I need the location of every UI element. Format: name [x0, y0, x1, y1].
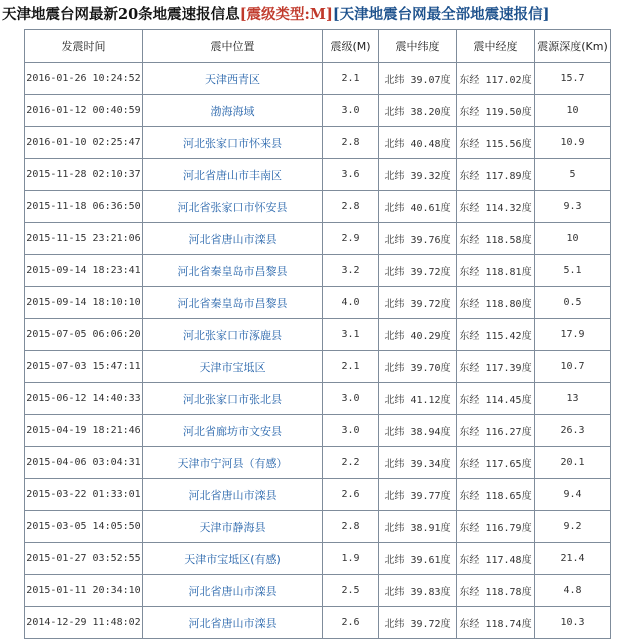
- quake-location-cell: [143, 159, 323, 191]
- quake-magnitude-cell: 2.2: [323, 447, 379, 479]
- quake-latitude-cell: 北纬 39.72度: [379, 255, 457, 287]
- quake-depth-cell: 5: [535, 159, 611, 191]
- quake-location-cell: [143, 575, 323, 607]
- quake-depth-cell: 10.7: [535, 351, 611, 383]
- quake-magnitude-cell: 3.0: [323, 95, 379, 127]
- quake-depth-cell: 10.3: [535, 607, 611, 639]
- quake-time-cell: 2015-11-15 23:21:06: [25, 223, 143, 255]
- column-header-time: 发震时间: [25, 30, 143, 63]
- table-row: [25, 479, 611, 511]
- quake-location-cell: [143, 543, 323, 575]
- table-header-row: [25, 30, 611, 63]
- quake-latitude-cell: 北纬 39.83度: [379, 575, 457, 607]
- table-row: [25, 287, 611, 319]
- quake-magnitude-cell: 2.8: [323, 511, 379, 543]
- quake-latitude-cell: 北纬 39.34度: [379, 447, 457, 479]
- location-link[interactable]: 天津市静海县: [199, 520, 266, 534]
- table-row: [25, 447, 611, 479]
- quake-longitude-cell: 东经 114.45度: [457, 383, 535, 415]
- quake-depth-cell: 4.8: [535, 575, 611, 607]
- quake-longitude-cell: 东经 118.81度: [457, 255, 535, 287]
- location-link[interactable]: 天津市宝坻区(有感): [184, 552, 281, 566]
- quake-latitude-cell: 北纬 39.70度: [379, 351, 457, 383]
- quake-depth-cell: 13: [535, 383, 611, 415]
- quake-longitude-cell: 东经 118.74度: [457, 607, 535, 639]
- table-row: [25, 127, 611, 159]
- quake-magnitude-cell: 2.6: [323, 479, 379, 511]
- magnitude-type-label: [震级类型:M]: [239, 6, 333, 23]
- quake-depth-cell: 5.1: [535, 255, 611, 287]
- location-link[interactable]: 河北省唐山市滦县: [188, 584, 277, 598]
- column-header-location: 震中位置: [143, 30, 323, 63]
- table-row: [25, 607, 611, 639]
- quake-latitude-cell: 北纬 39.07度: [379, 63, 457, 95]
- location-link[interactable]: 天津西青区: [205, 72, 260, 86]
- quake-time-cell: 2016-01-10 02:25:47: [25, 127, 143, 159]
- quake-depth-cell: 26.3: [535, 415, 611, 447]
- quake-depth-cell: 0.5: [535, 287, 611, 319]
- quake-magnitude-cell: 3.6: [323, 159, 379, 191]
- quake-location-cell: [143, 95, 323, 127]
- quake-longitude-cell: 东经 116.27度: [457, 415, 535, 447]
- table-row: [25, 575, 611, 607]
- quake-location-cell: [143, 511, 323, 543]
- quake-longitude-cell: 东经 118.65度: [457, 479, 535, 511]
- quake-latitude-cell: 北纬 40.29度: [379, 319, 457, 351]
- quake-magnitude-cell: 1.9: [323, 543, 379, 575]
- quake-depth-cell: 15.7: [535, 63, 611, 95]
- quake-longitude-cell: 东经 117.89度: [457, 159, 535, 191]
- location-link[interactable]: 河北张家口市怀来县: [183, 136, 282, 150]
- location-link[interactable]: 河北省唐山市滦县: [188, 488, 277, 502]
- quake-magnitude-cell: 3.0: [323, 383, 379, 415]
- location-link[interactable]: 河北省廊坊市文安县: [183, 424, 282, 438]
- quake-time-cell: 2014-12-29 11:48:02: [25, 607, 143, 639]
- quake-latitude-cell: 北纬 39.76度: [379, 223, 457, 255]
- quake-time-cell: 2015-09-14 18:10:10: [25, 287, 143, 319]
- quake-depth-cell: 17.9: [535, 319, 611, 351]
- location-link[interactable]: 河北张家口市涿鹿县: [183, 328, 282, 342]
- quake-location-cell: [143, 255, 323, 287]
- page-title: 天津地震台网最新20条地震速报信息: [2, 6, 240, 23]
- quake-time-cell: 2015-07-03 15:47:11: [25, 351, 143, 383]
- column-header-latitude: 震中纬度: [379, 30, 457, 63]
- quake-location-cell: [143, 63, 323, 95]
- quake-time-cell: 2015-06-12 14:40:33: [25, 383, 143, 415]
- quake-longitude-cell: 东经 116.79度: [457, 511, 535, 543]
- quake-time-cell: 2016-01-12 00:40:59: [25, 95, 143, 127]
- quake-depth-cell: 9.3: [535, 191, 611, 223]
- quake-latitude-cell: 北纬 38.20度: [379, 95, 457, 127]
- quake-latitude-cell: 北纬 41.12度: [379, 383, 457, 415]
- quake-longitude-cell: 东经 119.50度: [457, 95, 535, 127]
- quake-magnitude-cell: 3.1: [323, 319, 379, 351]
- quake-time-cell: 2015-04-06 03:04:31: [25, 447, 143, 479]
- quake-time-cell: 2016-01-26 10:24:52: [25, 63, 143, 95]
- quake-location-cell: [143, 191, 323, 223]
- quake-depth-cell: 9.2: [535, 511, 611, 543]
- quake-time-cell: 2015-09-14 18:23:41: [25, 255, 143, 287]
- table-row: [25, 63, 611, 95]
- quake-longitude-cell: 东经 115.56度: [457, 127, 535, 159]
- quake-longitude-cell: 东经 114.32度: [457, 191, 535, 223]
- quake-longitude-cell: 东经 118.58度: [457, 223, 535, 255]
- location-link[interactable]: 天津市宁河县（有感）: [177, 456, 288, 470]
- quake-location-cell: [143, 319, 323, 351]
- table-row: [25, 415, 611, 447]
- quake-magnitude-cell: 4.0: [323, 287, 379, 319]
- table-row: [25, 223, 611, 255]
- table-body: [25, 63, 611, 639]
- quake-depth-cell: 10.9: [535, 127, 611, 159]
- column-header-magnitude: 震级(M): [323, 30, 379, 63]
- location-link[interactable]: 渤海海域: [210, 104, 255, 118]
- quake-magnitude-cell: 2.8: [323, 191, 379, 223]
- quake-latitude-cell: 北纬 39.77度: [379, 479, 457, 511]
- quake-latitude-cell: 北纬 39.61度: [379, 543, 457, 575]
- quake-magnitude-cell: 3.0: [323, 415, 379, 447]
- column-header-depth: 震源深度(Km): [535, 30, 611, 63]
- quake-longitude-cell: 东经 118.78度: [457, 575, 535, 607]
- quake-latitude-cell: 北纬 40.61度: [379, 191, 457, 223]
- quake-latitude-cell: 北纬 39.72度: [379, 287, 457, 319]
- table-row: [25, 511, 611, 543]
- quake-time-cell: 2015-01-11 20:34:10: [25, 575, 143, 607]
- quake-location-cell: [143, 351, 323, 383]
- quake-time-cell: 2015-11-28 02:10:37: [25, 159, 143, 191]
- quake-longitude-cell: 东经 115.42度: [457, 319, 535, 351]
- quake-latitude-cell: 北纬 39.32度: [379, 159, 457, 191]
- quake-longitude-cell: 东经 117.65度: [457, 447, 535, 479]
- location-link[interactable]: 河北省秦皇岛市昌黎县: [177, 264, 288, 278]
- quake-longitude-cell: 东经 118.80度: [457, 287, 535, 319]
- quake-latitude-cell: 北纬 38.91度: [379, 511, 457, 543]
- quake-depth-cell: 10: [535, 95, 611, 127]
- quake-longitude-cell: 东经 117.48度: [457, 543, 535, 575]
- location-link[interactable]: 河北省张家口市怀安县: [177, 200, 288, 214]
- location-link[interactable]: 河北张家口市张北县: [183, 392, 282, 406]
- quake-latitude-cell: 北纬 39.72度: [379, 607, 457, 639]
- quake-depth-cell: 20.1: [535, 447, 611, 479]
- table-row: [25, 319, 611, 351]
- quake-magnitude-cell: 2.8: [323, 127, 379, 159]
- table-row: [25, 255, 611, 287]
- quake-location-cell: [143, 479, 323, 511]
- table-row: [25, 351, 611, 383]
- quake-magnitude-cell: 2.1: [323, 351, 379, 383]
- quake-time-cell: 2015-04-19 18:21:46: [25, 415, 143, 447]
- quake-longitude-cell: 东经 117.39度: [457, 351, 535, 383]
- table-row: [25, 383, 611, 415]
- quake-time-cell: 2015-01-27 03:52:55: [25, 543, 143, 575]
- location-link[interactable]: 河北省唐山市丰南区: [183, 168, 282, 182]
- table-row: [25, 543, 611, 575]
- quake-location-cell: [143, 383, 323, 415]
- quake-magnitude-cell: 2.5: [323, 575, 379, 607]
- quake-location-cell: [143, 415, 323, 447]
- location-link[interactable]: 河北省唐山市滦县: [188, 232, 277, 246]
- page-header: [0, 0, 640, 29]
- quake-depth-cell: 21.4: [535, 543, 611, 575]
- quake-magnitude-cell: 2.1: [323, 63, 379, 95]
- location-link[interactable]: 天津市宝坻区: [199, 360, 266, 374]
- quake-longitude-cell: 东经 117.02度: [457, 63, 535, 95]
- quake-location-cell: [143, 287, 323, 319]
- quake-depth-cell: 10: [535, 223, 611, 255]
- table-row: [25, 191, 611, 223]
- quake-location-cell: [143, 223, 323, 255]
- quake-magnitude-cell: 3.2: [323, 255, 379, 287]
- quake-latitude-cell: 北纬 40.48度: [379, 127, 457, 159]
- quake-magnitude-cell: 2.9: [323, 223, 379, 255]
- quake-latitude-cell: 北纬 38.94度: [379, 415, 457, 447]
- earthquake-table: [24, 29, 611, 639]
- quake-magnitude-cell: 2.6: [323, 607, 379, 639]
- quake-location-cell: [143, 447, 323, 479]
- quake-time-cell: 2015-07-05 06:06:20: [25, 319, 143, 351]
- table-row: [25, 159, 611, 191]
- quake-location-cell: [143, 607, 323, 639]
- quake-location-cell: [143, 127, 323, 159]
- all-reports-link[interactable]: [天津地震台网最全部地震速报信]: [332, 6, 550, 23]
- quake-time-cell: 2015-03-22 01:33:01: [25, 479, 143, 511]
- quake-time-cell: 2015-03-05 14:05:50: [25, 511, 143, 543]
- location-link[interactable]: 河北省唐山市滦县: [188, 616, 277, 630]
- quake-depth-cell: 9.4: [535, 479, 611, 511]
- location-link[interactable]: 河北省秦皇岛市昌黎县: [177, 296, 288, 310]
- table-row: [25, 95, 611, 127]
- quake-time-cell: 2015-11-18 06:36:50: [25, 191, 143, 223]
- column-header-longitude: 震中经度: [457, 30, 535, 63]
